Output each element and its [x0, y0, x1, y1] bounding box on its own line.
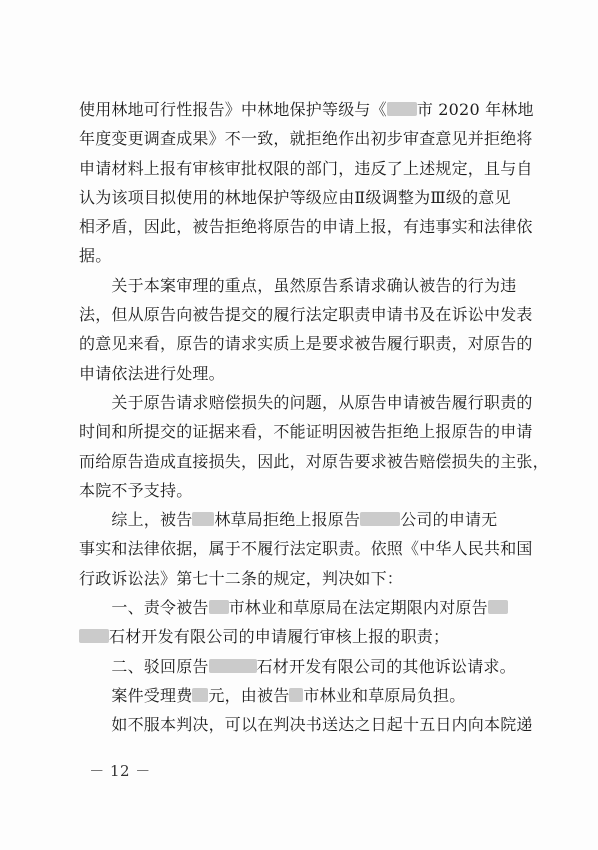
- text-segment: 如不服本判决，可以在判决书送达之日起十五日内向本院递: [79, 715, 533, 735]
- redaction-mark: [209, 659, 257, 673]
- text-segment: 认为该项目拟使用的林地保护等级应由Ⅱ级调整为Ⅲ级的意见: [79, 187, 511, 207]
- text-segment: 事实和法律依据，属于不履行法定职责。依照《中华人民共和国: [79, 539, 533, 559]
- redaction-mark: [192, 512, 214, 526]
- text-segment: 石材开发有限公司的申请履行审核上报的职责；: [109, 627, 450, 647]
- text-line: [79, 447, 549, 476]
- text-line: [79, 154, 533, 183]
- redaction-mark: [387, 102, 417, 116]
- text-segment: 行政诉讼法》第七十二条的规定，判决如下：: [79, 568, 404, 588]
- text-segment: 公司的申请无: [400, 510, 498, 530]
- text-line: [79, 271, 519, 300]
- text-line: [79, 622, 519, 651]
- text-line: [79, 593, 519, 622]
- redaction-mark: [289, 688, 303, 702]
- text-line: [79, 241, 519, 270]
- text-line: [79, 124, 533, 153]
- text-segment: 一、责令被告: [79, 598, 209, 618]
- redaction-mark: [488, 600, 508, 614]
- text-segment: 申请材料上报有审核审批权限的部门，违反了上述规定，且与自: [79, 158, 533, 178]
- redaction-mark: [192, 688, 208, 702]
- judgment-text: [79, 95, 549, 740]
- redaction-mark: [209, 600, 229, 614]
- text-line: [79, 183, 519, 212]
- text-line: [79, 300, 533, 329]
- text-segment: 二、驳回原告: [79, 656, 209, 676]
- text-segment: 市林业和草原局在法定期限内对原告: [228, 598, 488, 618]
- text-line: [79, 359, 519, 388]
- text-segment: 使用林地可行性报告》中林地保护等级与《: [79, 100, 387, 119]
- text-segment: 年度变更调查成果》不一致，就拒绝作出初步审查意见并拒绝将: [79, 129, 533, 149]
- text-segment: 而给原告造成直接损失，因此，对原告要求被告赔偿损失的主张，: [79, 451, 549, 471]
- text-segment: 法，但从原告向被告提交的履行法定职责申请书及在诉讼中发表: [79, 305, 533, 325]
- text-line: [79, 652, 519, 681]
- text-line: [79, 388, 533, 417]
- redaction-mark: [79, 629, 109, 643]
- text-segment: 据。: [79, 246, 112, 266]
- text-segment: 申请依法进行处理。: [79, 363, 225, 383]
- text-segment: 相矛盾，因此，被告拒绝将原告的申请上报，有违事实和法律依: [79, 217, 533, 237]
- text-segment: 市林业和草原局负担。: [303, 685, 466, 705]
- text-segment: 时间和所提交的证据来看，不能证明因被告拒绝上报原告的申请: [79, 422, 533, 442]
- text-segment: 关于原告请求赔偿损失的问题，从原告申请被告履行职责的: [79, 392, 533, 412]
- text-segment: 本院不予支持。: [79, 480, 193, 500]
- text-line: [79, 417, 533, 446]
- text-line: [79, 505, 519, 534]
- redaction-mark: [360, 512, 400, 526]
- text-segment: 林草局拒绝上报原告: [214, 510, 361, 530]
- text-segment: 石材开发有限公司的其他诉讼请求。: [256, 656, 516, 676]
- text-line: [79, 95, 534, 124]
- text-line: [79, 564, 519, 593]
- text-line: [79, 710, 533, 739]
- text-line: [79, 681, 519, 710]
- text-segment: 案件受理费: [79, 685, 193, 705]
- text-segment: 元，由被告: [208, 685, 290, 705]
- page-number: － 12 －: [89, 762, 151, 780]
- text-segment: 关于本案审理的重点，虽然原告系请求确认被告的行为违: [79, 275, 517, 295]
- text-line: [79, 329, 533, 358]
- text-segment: 综上，被告: [79, 510, 193, 530]
- text-line: [79, 476, 519, 505]
- text-line: [79, 534, 533, 563]
- text-segment: 的意见来看，原告的请求实质上是要求被告履行职责，对原告的: [79, 334, 533, 354]
- text-segment: 市 2020 年林地: [416, 100, 534, 119]
- text-line: [79, 212, 533, 241]
